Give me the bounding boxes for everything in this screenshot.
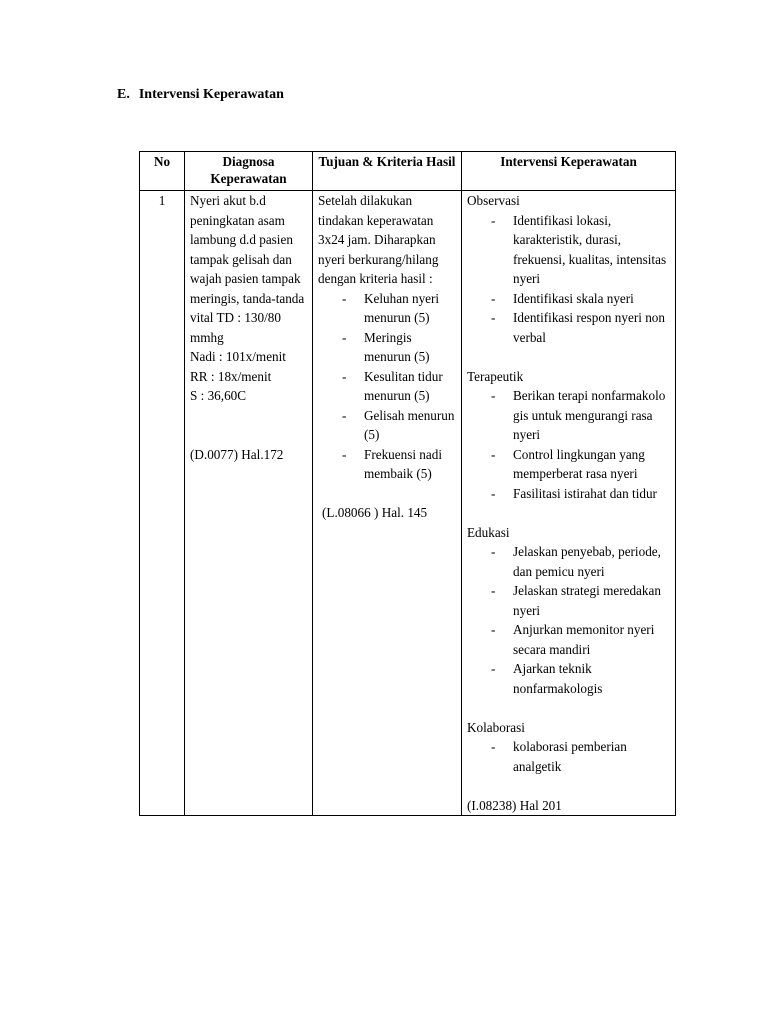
diagnosa-nadi: Nadi : 101x/menit — [190, 349, 286, 364]
section-letter: E. — [117, 87, 130, 102]
list-item: - Identifikasi lokasi, karakteristik, durasi, frekuensi, kualitas, intensitas nyeri — [467, 211, 670, 289]
intervention-table — [139, 151, 676, 816]
list-item: - Jelaskan strategi meredakan nyeri — [467, 581, 670, 620]
list-item: - Gelisah menurun (5) — [318, 406, 456, 445]
diagnosa-cell — [185, 191, 313, 816]
intervensi-ref: (I.08238) Hal 201 — [467, 797, 562, 813]
diagnosa-ref: (D.0077) Hal.172 — [190, 446, 284, 462]
section-title: Intervensi Keperawatan — [138, 87, 284, 102]
list-item: - Kesulitan tidur menurun (5) — [318, 367, 456, 406]
kolaborasi-title: Kolaborasi — [467, 719, 525, 735]
edukasi-title: Edukasi — [467, 524, 510, 540]
list-item: - kolaborasi pemberian analgetik — [467, 737, 670, 776]
tujuan-ref: (L.08066 ) Hal. 145 — [322, 505, 428, 520]
list-item: - Anjurkan memonitor nyeri secara mandiri — [467, 620, 670, 659]
edukasi-list — [467, 542, 670, 698]
list-item: - Jelaskan penyebab, periode, dan pemicu nyeri — [467, 542, 670, 581]
observasi-title: Observasi — [467, 193, 520, 208]
diagnosa-text: Nyeri akut b.d peningkatan asam lambung d.d pasien tampak gelisah dan wajah pasien tampak meringis, tanda-tanda vital TD : 130/80 mmhg — [190, 193, 305, 345]
list-item: - Keluhan nyeri menurun (5) — [318, 289, 456, 328]
kolaborasi-list — [467, 737, 670, 776]
header-diagnosa: Diagnosa Keperawatan — [185, 152, 313, 191]
list-item: - Identifikasi respon nyeri non verbal — [467, 308, 670, 347]
row-number: 1 — [140, 191, 185, 816]
list-item: - Frekuensi nadi membaik (5) — [318, 445, 456, 484]
header-row — [140, 152, 676, 191]
header-tujuan: Tujuan & Kriteria Hasil — [313, 152, 462, 191]
tujuan-intro: Setelah dilakukan tindakan keperawatan 3x24 jam. Diharapkan nyeri berkurang/hilang dengan kriteria hasil : — [318, 193, 439, 286]
list-item: - Identifikasi skala nyeri — [467, 289, 670, 309]
observasi-list — [467, 211, 670, 348]
list-item: - Meringis menurun (5) — [318, 328, 456, 367]
intervensi-cell — [462, 191, 676, 816]
list-item: - Berikan terapi nonfarmakolo gis untuk mengurangi rasa nyeri — [467, 386, 670, 445]
terapeutik-title: Terapeutik — [467, 368, 524, 384]
list-item: - Control lingkungan yang memperberat rasa nyeri — [467, 445, 670, 484]
terapeutik-list — [467, 386, 670, 503]
list-item: - Fasilitasi istirahat dan tidur — [467, 484, 670, 504]
section-heading — [117, 87, 284, 103]
header-intervensi: Intervensi Keperawatan — [462, 152, 676, 191]
diagnosa-rr: RR : 18x/menit — [190, 368, 272, 384]
kriteria-list — [318, 289, 456, 484]
list-item: - Ajarkan teknik nonfarmakologis — [467, 659, 670, 698]
tujuan-cell — [313, 191, 462, 816]
diagnosa-suhu: S : 36,60C — [190, 388, 247, 403]
header-no: No — [140, 152, 185, 191]
table-row — [140, 191, 676, 816]
